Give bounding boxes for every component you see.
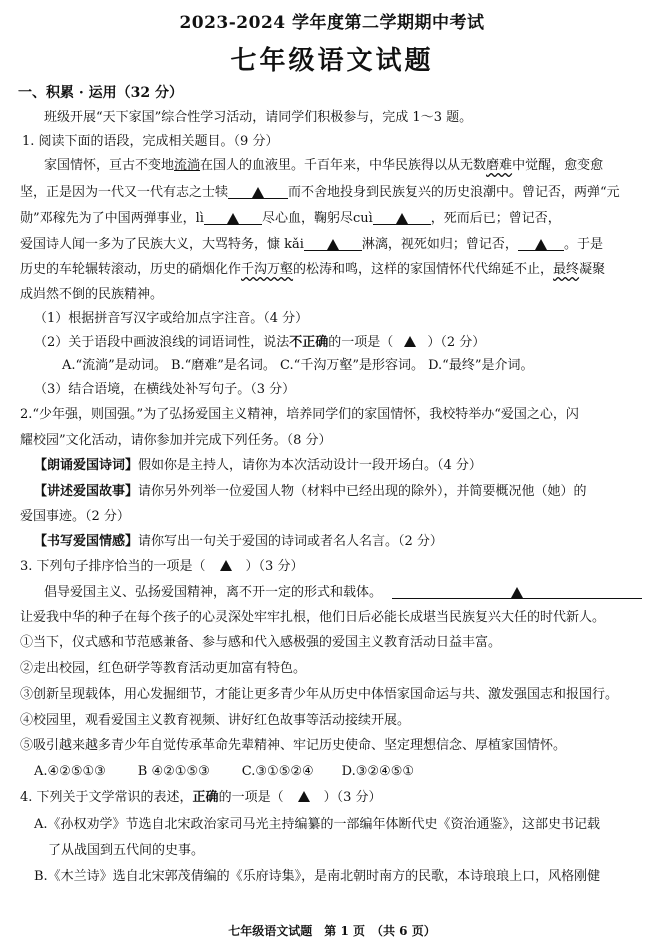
section-intro: 班级开展“天下家国”综合性学习活动，请同学们积极参与，完成 1～3 题。 <box>44 110 473 125</box>
q3-tail: 让爱我中华的种子在每个孩子的心灵深处牢牢扎根，他们日后必能长成堪当民族复兴大任的时代新人。 <box>20 610 606 625</box>
triangle-icon <box>327 239 339 250</box>
answer-slot[interactable] <box>206 558 246 576</box>
q1-passage-line1: 家国情怀，亘古不变地流淌在国人的血液里。千百年来，中华民族得以从无数磨难中觉醒，愈变愈 <box>44 158 604 173</box>
q3-sentence-2: ②走出校园，红色研学等教育活动更加富有特色。 <box>20 661 307 676</box>
answer-blank[interactable] <box>304 236 362 251</box>
q1-sub3: （3）结合语境，在横线处补写句子。（3 分） <box>34 382 296 397</box>
answer-blank[interactable] <box>204 210 262 225</box>
q3-sentence-3: ③创新呈现载体，用心发掘细节，才能让更多青少年从历史中体悟家国命运与共、激发强国志和报国行。 <box>20 687 619 702</box>
q1-passage-line3: 勋”邓稼先为了中国两弹事业，lì 尽心血，鞠躬尽cuì ，死而后已；曾记否， <box>20 211 561 226</box>
answer-slot[interactable] <box>284 789 324 807</box>
q1-options: A.“流淌”是动词。 B.“磨难”是名词。 C.“千沟万壑”是形容词。 D.“最终”是介词。 <box>62 358 534 373</box>
answer-blank[interactable] <box>228 184 288 199</box>
q2-stem-line2: 耀校园”文化活动，请你参加并完成下列任务。（8 分） <box>20 433 332 448</box>
triangle-icon <box>404 336 416 347</box>
q3-sentence-1: ①当下，仪式感和节范感兼备、参与感和代入感极强的爱国主义教育活动日益丰富。 <box>20 635 502 650</box>
q3-options <box>34 763 414 781</box>
q1-passage-line6: 成岿然不倒的民族精神。 <box>20 287 164 302</box>
q3-option-c[interactable]: C.③①⑤②④ <box>241 764 314 779</box>
q3-lead: 倡导爱国主义、弘扬爱国精神，离不开一定的形式和载体。 <box>44 584 642 602</box>
triangle-icon <box>511 587 523 598</box>
answer-blank[interactable] <box>373 210 431 225</box>
q2-stem-line1: 2.“少年强，则国强。”为了弘扬爱国主义精神，培养同学们的家国情怀，我校特举办“爱国之心，闪 <box>20 407 579 422</box>
word-qiangouwanhe: 千沟万壑 <box>241 262 294 277</box>
triangle-icon <box>396 213 408 224</box>
answer-blank[interactable] <box>518 236 564 251</box>
q3-option-b[interactable]: B ④②①⑤③ <box>137 764 210 779</box>
q1-stem: 1. 阅读下面的语段，完成相关题目。（9 分） <box>22 134 279 149</box>
q2-task3: 【书写爱国情感】请你写出一句关于爱国的诗词或者名人名言。（2 分） <box>34 534 443 549</box>
triangle-icon <box>252 187 264 198</box>
exam-subtitle: 七年级语文试题 <box>230 46 434 76</box>
page-footer: 七年级语文试题 第 1 页 （共 6 页） <box>228 924 436 938</box>
q3-option-a[interactable]: A.④②⑤①③ <box>34 764 106 779</box>
word-zuizhong: 最终 <box>553 262 580 277</box>
answer-slot[interactable] <box>393 334 427 352</box>
answer-blank[interactable] <box>392 584 642 599</box>
q3-sentence-5: ⑤吸引越来越多青少年自觉传承革命先辈精神、牢记历史使命、坚定理想信念、厚植家国情怀。 <box>20 738 567 753</box>
q1-passage-line4: 爱国诗人闻一多为了民族大义，大骂特务，慷 kǎi 淋漓，视死如归；曾记否， 。于是 <box>20 237 603 252</box>
q1-passage-line2: 坚，正是因为一代又一代有志之士犊 而不舍地投身到民族复兴的历史浪潮中。曾记否，两弹“元 <box>20 185 620 200</box>
triangle-icon <box>227 213 239 224</box>
q4-option-a-line2: 了从战国到五代间的史事。 <box>48 843 205 858</box>
triangle-icon <box>298 791 310 802</box>
word-monan: 磨难 <box>486 158 513 173</box>
q4-option-a-line1: A.《孙权劝学》节选自北宋政治家司马光主持编纂的一部编年体断代史《资治通鉴》，这部史书记载 <box>34 817 601 832</box>
q4-option-b-line1: B.《木兰诗》选自北宋郭茂倩编的《乐府诗集》，是南北朝时南方的民歌，本诗琅琅上口，风格刚健 <box>34 869 601 884</box>
q1-passage-line5: 历史的车轮辗转滚动，历史的硝烟化作千沟万壑的松涛和鸣，这样的家国情怀代代绵延不止，最终凝聚 <box>20 262 606 277</box>
word-liutang: 流淌 <box>174 158 201 173</box>
section-heading: 一、积累 · 运用（32 分） <box>18 85 183 101</box>
q1-sub2: （2）关于语段中画波浪线的词语词性，说法不正确的一项是（ ）（2 分） <box>34 335 486 350</box>
q3-sentence-4: ④校园里，观看爱国主义教育视频、讲好红色故事等活动接续开展。 <box>20 713 411 728</box>
triangle-icon <box>535 239 547 250</box>
exam-title: 2023-2024 学年度第二学期期中考试 <box>179 13 485 33</box>
q3-option-d[interactable]: D.③②④⑤① <box>341 764 415 779</box>
q4-stem: 4. 下列关于文学常识的表述，正确的一项是（ ）（3 分） <box>20 790 382 805</box>
q2-task1: 【朗诵爱国诗词】假如你是主持人，请你为本次活动设计一段开场白。（4 分） <box>34 458 482 473</box>
q1-sub1: （1）根据拼音写汉字或给加点字注音。（4 分） <box>34 311 309 326</box>
q3-stem: 3. 下列句子排序恰当的一项是（ ）（3 分） <box>20 559 304 574</box>
q2-task2: 【讲述爱国故事】请你另外列举一位爱国人物（材料中已经出现的除外），并简要概况他（她）的 <box>34 484 587 499</box>
q2-task2-cont: 爱国事迹。（2 分） <box>20 509 130 524</box>
triangle-icon <box>220 560 232 571</box>
